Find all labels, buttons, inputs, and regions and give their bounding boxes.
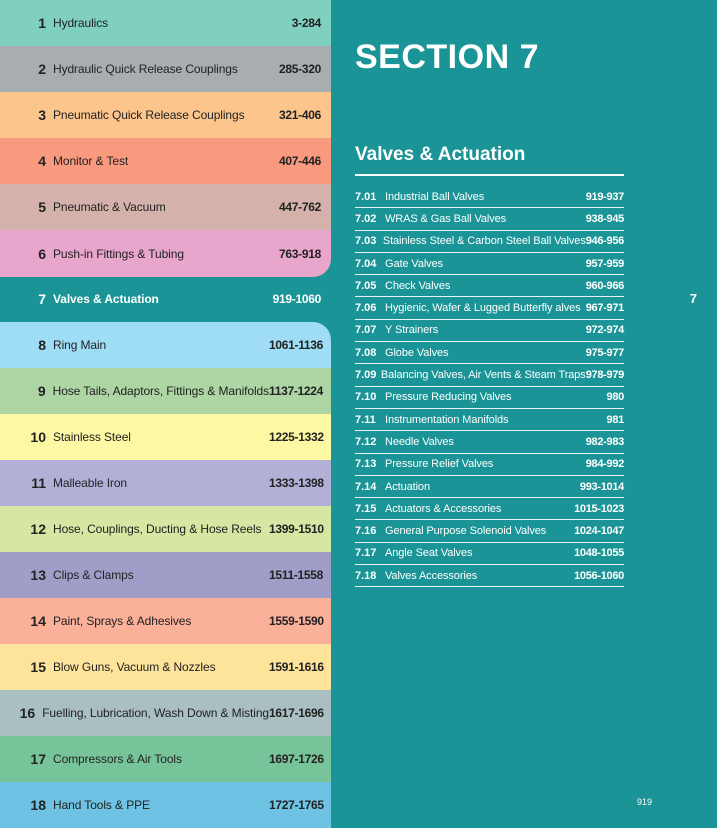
sidebar-item-number: 4 bbox=[38, 153, 46, 169]
contents-item-label: Hygienic, Wafer & Lugged Butterfly alves bbox=[385, 302, 581, 315]
sidebar-item-label: Pneumatic & Vacuum bbox=[53, 200, 166, 214]
sidebar-item-2[interactable] bbox=[0, 46, 331, 92]
contents-item[interactable] bbox=[355, 275, 624, 297]
contents-item-label: Actuation bbox=[385, 480, 430, 493]
sidebar-item-number: 17 bbox=[30, 751, 46, 767]
title-underline bbox=[355, 174, 624, 176]
sidebar-item-label: Malleable Iron bbox=[53, 476, 127, 490]
sidebar-item-label: Blow Guns, Vacuum & Nozzles bbox=[53, 660, 216, 674]
contents-item-label: Instrumentation Manifolds bbox=[385, 413, 509, 426]
sidebar-item-label: Stainless Steel bbox=[53, 430, 131, 444]
sidebar-item-number: 14 bbox=[30, 613, 46, 629]
sidebar-item-number: 7 bbox=[38, 291, 46, 307]
contents-item-page-range: 981 bbox=[606, 413, 624, 426]
sidebar-item-9[interactable] bbox=[0, 368, 331, 414]
sidebar-item-5[interactable] bbox=[0, 184, 331, 230]
contents-item-page-range: 946-956 bbox=[585, 235, 624, 248]
contents-item-label: Globe Valves bbox=[385, 346, 449, 359]
section-index-sidebar bbox=[0, 0, 331, 828]
contents-item[interactable] bbox=[355, 409, 624, 431]
contents-item-label: Pressure Relief Valves bbox=[385, 458, 494, 471]
sidebar-item-page-range: 1511-1558 bbox=[269, 568, 324, 582]
contents-item-page-range: 960-966 bbox=[585, 279, 624, 292]
contents-item[interactable] bbox=[355, 454, 624, 476]
sidebar-item-page-range: 1617-1696 bbox=[269, 706, 324, 720]
contents-item-page-range: 980 bbox=[606, 391, 624, 404]
sidebar-item-number: 12 bbox=[30, 521, 46, 537]
sidebar-item-page-range: 1225-1332 bbox=[269, 430, 324, 444]
sidebar-item-label: Monitor & Test bbox=[53, 154, 129, 168]
contents-item-number: 7.10 bbox=[355, 391, 377, 404]
contents-item-number: 7.13 bbox=[355, 458, 377, 471]
contents-item-label: Valves Accessories bbox=[385, 569, 478, 582]
sidebar-item-16[interactable] bbox=[0, 690, 331, 736]
contents-item-page-range: 1024-1047 bbox=[574, 525, 624, 538]
sidebar-item-page-range: 1333-1398 bbox=[269, 476, 324, 490]
contents-item[interactable] bbox=[355, 387, 624, 409]
contents-item-page-range: 1015-1023 bbox=[574, 502, 624, 515]
sidebar-item-15[interactable] bbox=[0, 644, 331, 690]
sidebar-item-label: Ring Main bbox=[53, 338, 107, 352]
sidebar-item-12[interactable] bbox=[0, 506, 331, 552]
sidebar-item-label: Hose, Couplings, Ducting & Hose Reels bbox=[53, 522, 262, 536]
sidebar-item-11[interactable] bbox=[0, 460, 331, 506]
sidebar-item-number: 3 bbox=[38, 107, 46, 123]
contents-item-number: 7.05 bbox=[355, 279, 377, 292]
contents-item[interactable] bbox=[355, 253, 624, 275]
sidebar-item-number: 8 bbox=[38, 337, 46, 353]
contents-item-page-range: 972-974 bbox=[585, 324, 624, 337]
sidebar-item-page-range: 763-918 bbox=[279, 246, 321, 261]
sidebar-item-label: Hydraulic Quick Release Couplings bbox=[53, 62, 238, 76]
contents-item-page-range: 1048-1055 bbox=[574, 547, 624, 560]
sidebar-item-number: 2 bbox=[38, 61, 46, 77]
contents-item[interactable] bbox=[355, 208, 624, 230]
sidebar-item-page-range: 447-762 bbox=[279, 200, 321, 214]
sidebar-item-13[interactable] bbox=[0, 552, 331, 598]
contents-item-number: 7.07 bbox=[355, 324, 377, 337]
sidebar-item-7[interactable] bbox=[0, 276, 331, 322]
contents-list bbox=[355, 186, 624, 587]
contents-item-number: 7.02 bbox=[355, 212, 377, 225]
contents-item[interactable] bbox=[355, 565, 624, 587]
contents-item-number: 7.16 bbox=[355, 525, 377, 538]
contents-item-label: Angle Seat Valves bbox=[385, 547, 473, 560]
sidebar-item-page-range: 407-446 bbox=[279, 154, 321, 168]
sidebar-item-page-range: 1559-1590 bbox=[269, 614, 324, 628]
contents-item-label: Actuators & Accessories bbox=[385, 502, 502, 515]
sidebar-item-label: Paint, Sprays & Adhesives bbox=[53, 614, 192, 628]
sidebar-item-4[interactable] bbox=[0, 138, 331, 184]
sidebar-item-number: 16 bbox=[19, 705, 36, 721]
sidebar-item-number: 9 bbox=[37, 383, 46, 399]
sidebar-item-page-range: 1061-1136 bbox=[269, 338, 324, 352]
contents-item-label: Check Valves bbox=[385, 279, 451, 292]
sidebar-item-page-range: 285-320 bbox=[279, 62, 321, 76]
section-title: SECTION 7 bbox=[355, 38, 539, 76]
contents-item-page-range: 1056-1060 bbox=[574, 569, 624, 582]
sidebar-item-number: 5 bbox=[38, 199, 46, 215]
sidebar-item-18[interactable] bbox=[0, 782, 331, 828]
sidebar-item-label: Hose Tails, Adaptors, Fittings & Manifolds bbox=[52, 384, 269, 398]
contents-item-page-range: 967-971 bbox=[585, 302, 624, 315]
contents-item-number: 7.17 bbox=[355, 547, 377, 560]
contents-item-page-range: 938-945 bbox=[585, 212, 624, 225]
section-tab-number: 7 bbox=[689, 291, 697, 306]
contents-item-label: Industrial Ball Valves bbox=[385, 190, 485, 203]
contents-item-number: 7.14 bbox=[355, 480, 377, 493]
sidebar-item-label: Valves & Actuation bbox=[53, 292, 159, 306]
contents-item-page-range: 982-983 bbox=[585, 435, 624, 448]
sidebar-item-label: Pneumatic Quick Release Couplings bbox=[53, 108, 245, 122]
sidebar-item-number: 6 bbox=[38, 245, 46, 262]
sidebar-item-page-range: 3-284 bbox=[291, 16, 321, 30]
sidebar-item-number: 11 bbox=[31, 475, 46, 491]
contents-item-label: Needle Valves bbox=[385, 435, 454, 448]
sidebar-item-1[interactable] bbox=[0, 0, 331, 46]
contents-item-page-range: 919-937 bbox=[585, 190, 624, 203]
contents-item-label: Gate Valves bbox=[385, 257, 444, 270]
sidebar-item-17[interactable] bbox=[0, 736, 331, 782]
contents-item-number: 7.09 bbox=[355, 369, 377, 382]
sidebar-item-page-range: 1399-1510 bbox=[269, 522, 324, 536]
page-number: 919 bbox=[637, 797, 653, 807]
sidebar-item-page-range: 1727-1765 bbox=[269, 798, 324, 812]
sidebar-item-14[interactable] bbox=[0, 598, 331, 644]
contents-item[interactable] bbox=[355, 320, 624, 342]
sidebar-item-page-range: 1137-1224 bbox=[269, 384, 324, 398]
contents-item-number: 7.06 bbox=[355, 302, 377, 315]
sidebar-item-page-range: 1697-1726 bbox=[269, 752, 324, 766]
contents-item-number: 7.15 bbox=[355, 502, 377, 515]
contents-item[interactable] bbox=[355, 498, 624, 520]
contents-item-number: 7.04 bbox=[355, 257, 377, 270]
sidebar-item-6[interactable] bbox=[0, 230, 331, 277]
section-contents-panel bbox=[331, 0, 717, 828]
contents-item-page-range: 978-979 bbox=[585, 369, 624, 382]
contents-item-page-range: 975-977 bbox=[585, 346, 624, 359]
sidebar-item-10[interactable] bbox=[0, 414, 331, 460]
sidebar-item-number: 1 bbox=[38, 15, 46, 31]
contents-item[interactable] bbox=[355, 342, 624, 364]
sidebar-item-label: Push-in Fittings & Tubing bbox=[53, 246, 184, 261]
contents-item[interactable] bbox=[355, 364, 624, 386]
sidebar-item-number: 13 bbox=[30, 567, 46, 583]
contents-item[interactable] bbox=[355, 297, 624, 319]
contents-item-label: Stainless Steel & Carbon Steel Ball Valves bbox=[382, 235, 586, 248]
contents-item-label: Balancing Valves, Air Vents & Steam Traps bbox=[380, 369, 586, 382]
contents-item[interactable] bbox=[355, 431, 624, 453]
contents-item-label: Y Strainers bbox=[385, 324, 439, 337]
sidebar-item-3[interactable] bbox=[0, 92, 331, 138]
contents-item[interactable] bbox=[355, 543, 624, 565]
contents-item-number: 7.12 bbox=[355, 435, 377, 448]
contents-item[interactable] bbox=[355, 186, 624, 208]
contents-item-number: 7.11 bbox=[355, 413, 376, 426]
sidebar-item-label: Clips & Clamps bbox=[53, 568, 134, 582]
sidebar-item-number: 10 bbox=[30, 429, 46, 445]
sidebar-item-8[interactable] bbox=[0, 322, 331, 368]
sidebar-item-page-range: 321-406 bbox=[279, 108, 321, 122]
contents-item-number: 7.03 bbox=[355, 235, 377, 248]
contents-item-page-range: 984-992 bbox=[585, 458, 624, 471]
sidebar-item-label: Hydraulics bbox=[53, 16, 109, 30]
contents-item-label: Pressure Reducing Valves bbox=[385, 391, 512, 404]
contents-item[interactable] bbox=[355, 231, 624, 253]
contents-item-page-range: 957-959 bbox=[585, 257, 624, 270]
contents-item[interactable] bbox=[355, 520, 624, 542]
sidebar-item-number: 18 bbox=[30, 797, 46, 813]
contents-item-number: 7.08 bbox=[355, 346, 377, 359]
contents-item-page-range: 993-1014 bbox=[579, 480, 624, 493]
sidebar-item-number: 15 bbox=[30, 659, 46, 675]
contents-item-number: 7.18 bbox=[355, 569, 377, 582]
contents-item-label: WRAS & Gas Ball Valves bbox=[385, 212, 507, 225]
contents-item[interactable] bbox=[355, 476, 624, 498]
sidebar-item-label: Fuelling, Lubrication, Wash Down & Misting bbox=[42, 706, 269, 720]
contents-item-label: General Purpose Solenoid Valves bbox=[385, 525, 547, 538]
sidebar-item-label: Hand Tools & PPE bbox=[53, 798, 150, 812]
subsection-title: Valves & Actuation bbox=[355, 144, 526, 165]
sidebar-item-label: Compressors & Air Tools bbox=[53, 752, 182, 766]
sidebar-item-page-range: 919-1060 bbox=[272, 292, 321, 306]
sidebar-item-page-range: 1591-1616 bbox=[269, 660, 324, 674]
contents-item-number: 7.01 bbox=[355, 190, 377, 203]
